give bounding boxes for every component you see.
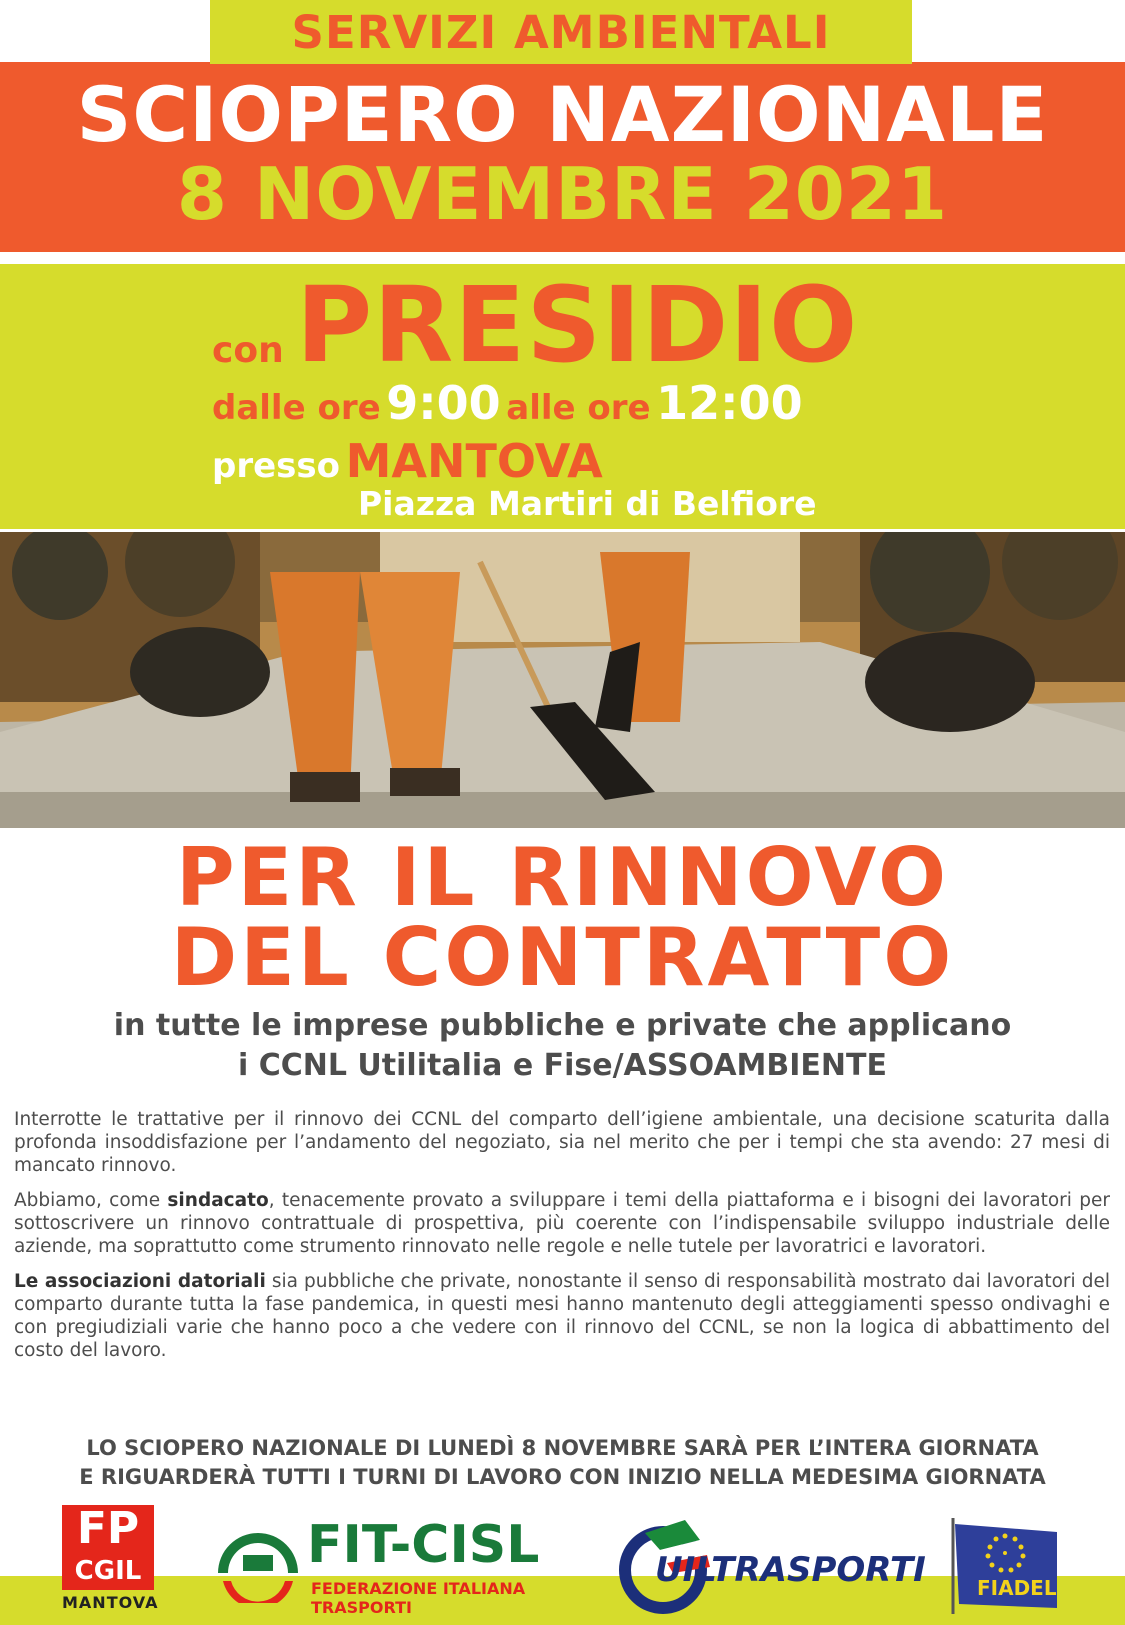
strike-date: 8 NOVEMBRE 2021	[176, 152, 949, 236]
sector-tab	[210, 0, 912, 64]
fp-cgil-logo	[62, 1503, 159, 1617]
sector-label: SERVIZI AMBIENTALI	[291, 5, 831, 59]
fit-cisl-subtitle: FEDERAZIONE ITALIANA TRASPORTI	[311, 1579, 526, 1617]
body-text	[14, 1108, 1110, 1374]
at-label: presso	[212, 446, 340, 486]
paragraph-2: Abbiamo, come sindacato, tenacemente provato a sviluppare i temi della piattaforma e i bisogni dei lavoratori per sottoscrivere un rinnovo contrattuale di prospettiva, più coerente con l’indispensabile sviluppo industriale delle aziende, ma soprattutto come strumento rinnovato nelle regole e nelle tutele per lavoratrici e lavoratori.	[14, 1190, 1110, 1257]
strike-title: SCIOPERO NAZIONALE	[76, 70, 1049, 159]
cgil-label: CGIL	[74, 1556, 142, 1586]
paragraph-1: Interrotte le trattative per il rinnovo dei CCNL del comparto dell’igiene ambientale, una decisione scaturita dalla profonda insoddisfazione per l’andamento del negoziato, sia nel merito che per i tempi che sta avendo: 27 mesi di mancato rinnovo.	[14, 1109, 1110, 1176]
to-label: alle ore	[506, 388, 651, 428]
closing-statement	[0, 1434, 1125, 1492]
subtitle-line-1: in tutte le imprese pubbliche e private che applicano	[113, 1008, 1012, 1043]
street-sweeper-photo	[0, 532, 1125, 828]
paragraph-3: Le associazioni datoriali sia pubbliche che private, nonostante il senso di responsabilità mostrato dai lavoratori del comparto durante tutta la fase pandemica, in questi mesi hanno mantenuto degli atteggiamenti spesso ondivaghi e con pregiudiziali varie che hanno poco a che vedere con il rinnovo del CCNL, se non la logica di abbattimento del costo del lavoro.	[14, 1271, 1110, 1361]
slogan-line-1: PER IL RINNOVO	[176, 831, 949, 924]
fp-mantova-label: MANTOVA	[62, 1593, 159, 1612]
slogan-subtitle	[0, 1006, 1125, 1086]
from-time: 9:00	[386, 376, 501, 430]
presidio-hours	[212, 376, 803, 430]
to-time: 12:00	[656, 376, 803, 430]
fp-label: FP	[76, 1503, 140, 1554]
street-sweeper-illustration	[0, 532, 1125, 828]
fit-cisl-logo	[213, 1515, 553, 1615]
slogan-line-2: DEL CONTRATTO	[170, 911, 955, 1004]
uiltrasporti-logo	[615, 1515, 926, 1615]
square-name: Piazza Martiri di Belfiore	[358, 484, 817, 523]
from-label: dalle ore	[212, 388, 381, 428]
fit-cisl-emblem-icon	[213, 1523, 303, 1603]
presidio-prefix: con	[212, 330, 284, 371]
fiadel-name: FIADEL	[977, 1576, 1057, 1600]
uiltrasporti-name: UILTRASPORTI	[655, 1550, 926, 1590]
presidio-location	[212, 434, 603, 488]
fit-cisl-name: FIT-CISL	[307, 1515, 540, 1575]
closing-line-2: E RIGUARDERÀ TUTTI I TURNI DI LAVORO CON INIZIO NELLA MEDESIMA GIORNATA	[79, 1465, 1046, 1489]
city: MANTOVA	[345, 434, 603, 488]
subtitle-line-2: i CCNL Utilitalia e Fise/ASSOAMBIENTE	[238, 1048, 887, 1083]
presidio-heading: PRESIDIO	[296, 264, 859, 386]
closing-line-1: LO SCIOPERO NAZIONALE DI LUNEDÌ 8 NOVEMBRE SARÀ PER L’INTERA GIORNATA	[86, 1436, 1039, 1460]
fiadel-logo	[945, 1518, 1065, 1614]
